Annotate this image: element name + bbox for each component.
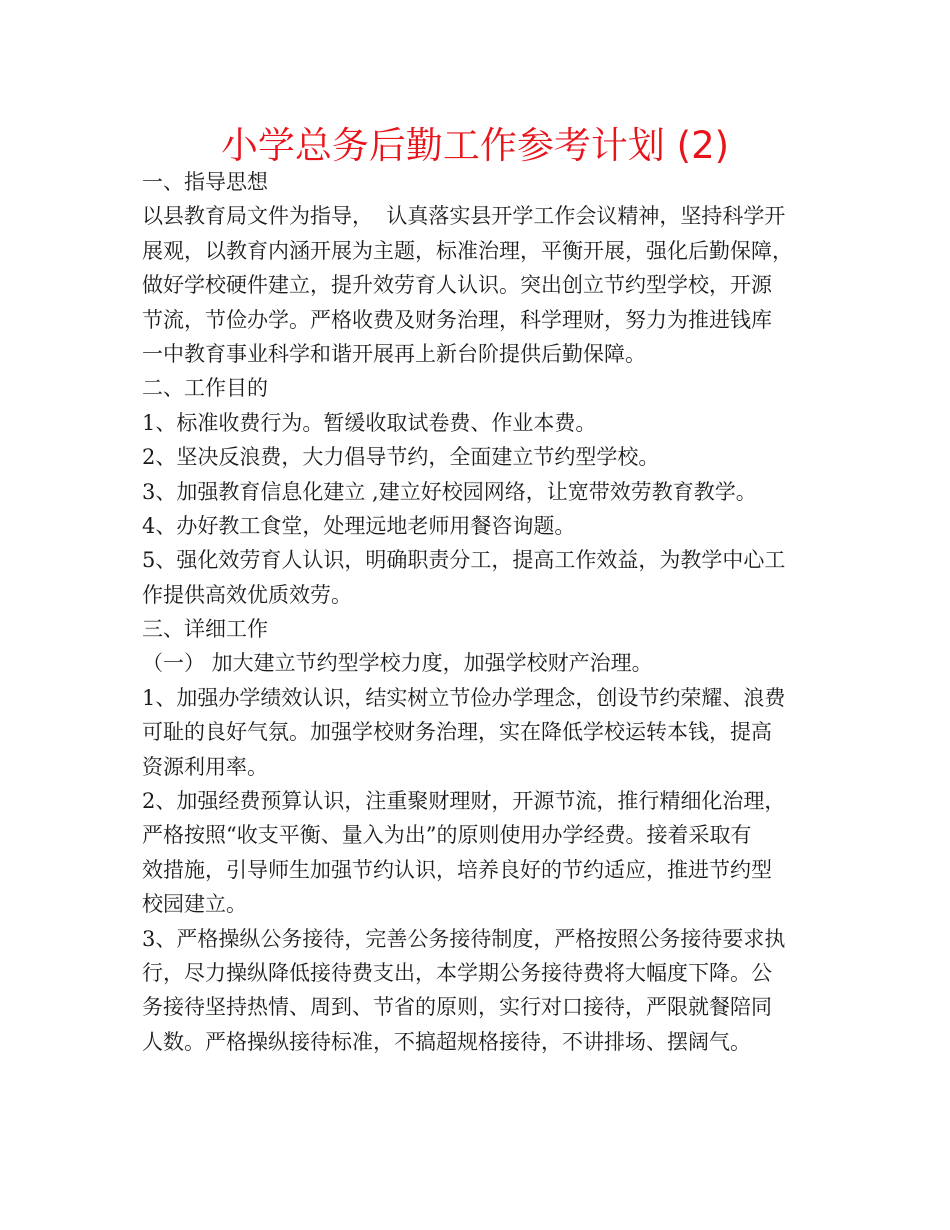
list-item: 2、加强经费预算认识，注重聚财理财，开源节流，推行精细化治理， bbox=[142, 789, 786, 814]
list-item-continued: 作提供高效优质效劳。 bbox=[142, 582, 352, 607]
list-item-continued: 严格按照“收支平衡、量入为出”的原则使用办学经费。接着采取有 bbox=[142, 823, 752, 848]
list-item: 1、标准收费行为。暂缓收取试卷费、作业本费。 bbox=[142, 410, 597, 435]
list-item-continued: 务接待坚持热情、周到、节省的原则，实行对口接待，严限就餐陪同 bbox=[142, 995, 772, 1020]
paragraph-line: 以县教育局文件为指导， 认真落实县开学工作会议精神，坚持科学开 bbox=[142, 204, 786, 229]
paragraph-line: 做好学校硬件建立，提升效劳育人认识。突出创立节约型学校，开源 bbox=[142, 273, 772, 298]
list-item: 5、强化效劳育人认识，明确职责分工，提高工作效益，为教学中心工 bbox=[142, 548, 786, 573]
subsection-heading: （一） 加大建立节约型学校力度，加强学校财产治理。 bbox=[142, 651, 653, 676]
paragraph-line: 展观，以教育内涵开展为主题，标准治理，平衡开展，强化后勤保障， bbox=[142, 238, 793, 263]
list-item: 2、坚决反浪费，大力倡导节约，全面建立节约型学校。 bbox=[142, 445, 660, 470]
document-body bbox=[142, 165, 822, 1059]
section-heading: 三、详细工作 bbox=[142, 617, 268, 642]
paragraph-line: 节流，节俭办学。严格收费及财务治理，科学理财，努力为推进钱库 bbox=[142, 307, 772, 332]
list-item: 3、加强教育信息化建立 ,建立好校园网络，让宽带效劳教育教学。 bbox=[142, 479, 757, 504]
list-item-continued: 资源利用率。 bbox=[142, 754, 268, 779]
section-heading: 一、指导思想 bbox=[142, 170, 268, 194]
list-item-continued: 人数。严格操纵接待标准，不搞超规格接待，不讲排场、摆阔气。 bbox=[142, 1029, 751, 1054]
list-item: 4、办好教工食堂，处理远地老师用餐咨询题。 bbox=[142, 513, 576, 538]
paragraph-line: 一中教育事业科学和谐开展再上新台阶提供后勤保障。 bbox=[142, 341, 646, 366]
document-title: 小学总务后勤工作参考计划 (2) bbox=[220, 124, 730, 167]
list-item-continued: 可耻的良好气氛。加强学校财务治理，实在降低学校运转本钱，提高 bbox=[142, 720, 772, 745]
list-item: 1、加强办学绩效认识，结实树立节俭办学理念，创设节约荣耀、浪费 bbox=[142, 685, 786, 710]
list-item-continued: 行，尽力操纵降低接待费支出，本学期公务接待费将大幅度下降。公 bbox=[142, 960, 772, 985]
section-heading: 二、工作目的 bbox=[142, 376, 268, 401]
list-item-continued: 校园建立。 bbox=[142, 892, 247, 917]
list-item-continued: 效措施，引导师生加强节约认识，培养良好的节约适应，推进节约型 bbox=[142, 857, 772, 882]
list-item: 3、严格操纵公务接待，完善公务接待制度，严格按照公务接待要求执 bbox=[142, 926, 786, 951]
